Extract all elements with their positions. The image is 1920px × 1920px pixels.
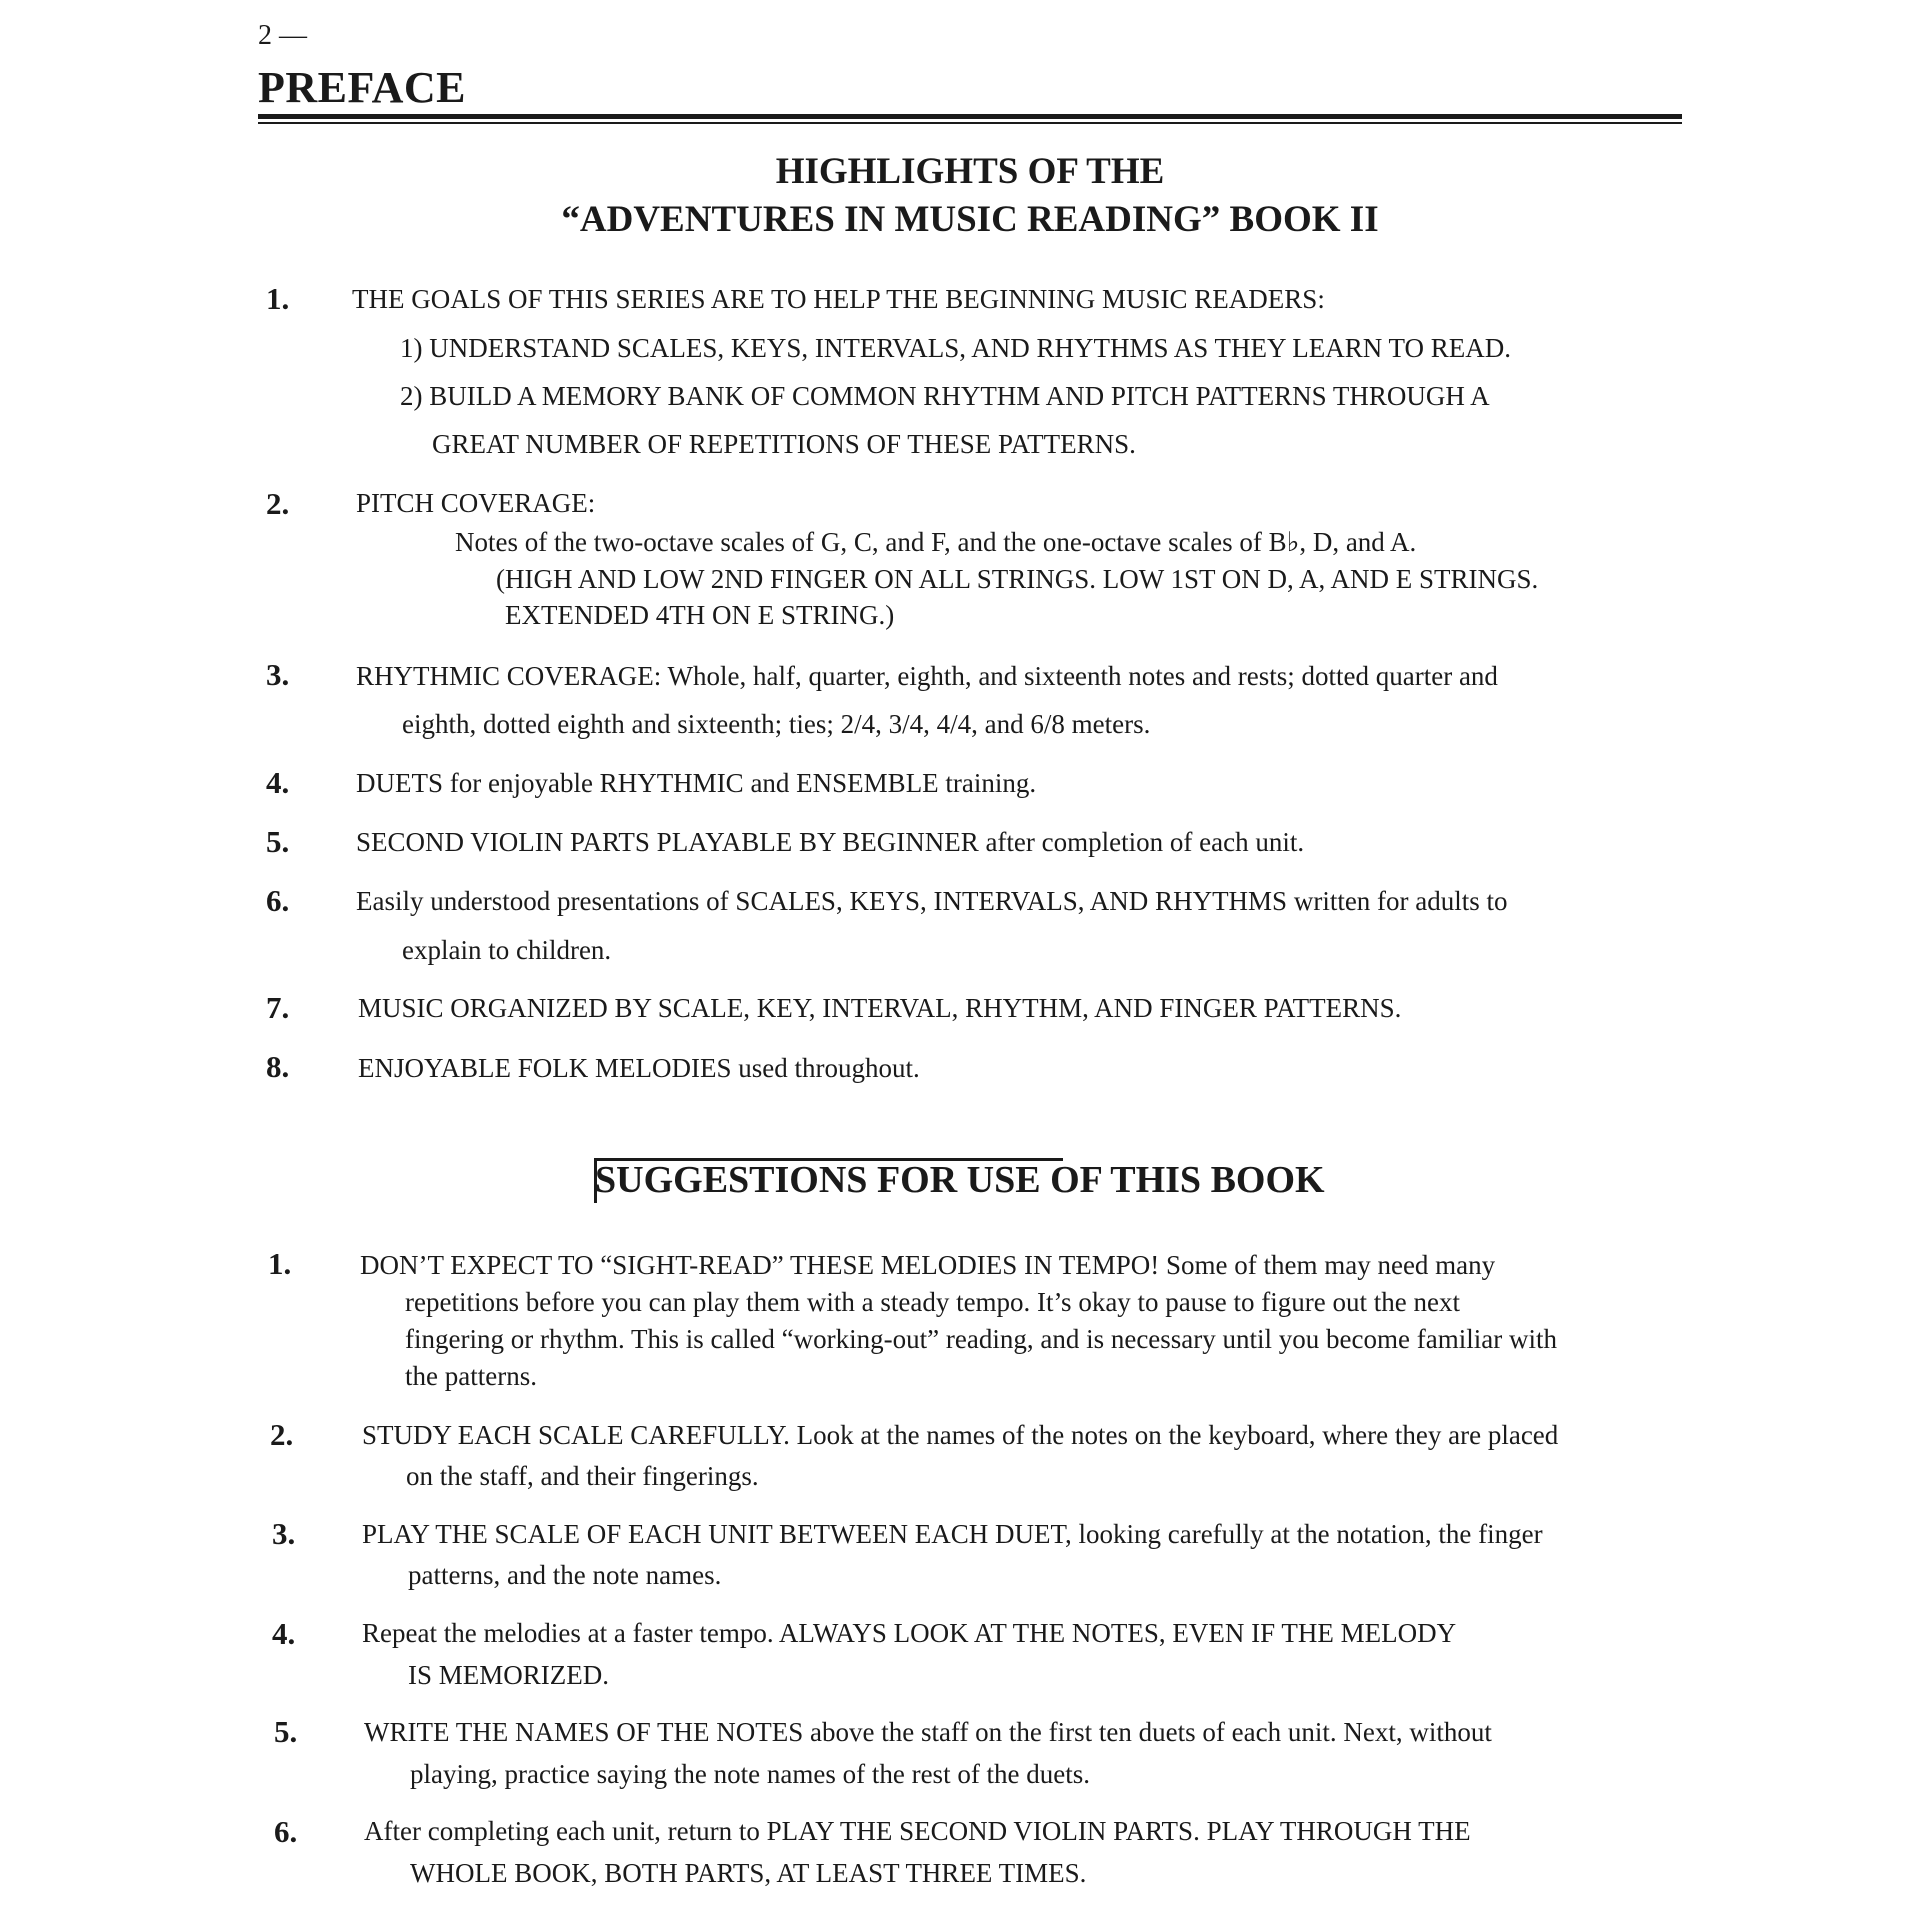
highlight-text: RHYTHMIC COVERAGE: Whole, half, quarter, eighth, and sixteenth notes and rests; dotted quarter and [356, 661, 1498, 691]
highlight-number: 3. [266, 657, 290, 692]
highlight-text: Notes of the two-octave scales of G, C, and F, and the one-octave scales of B♭, D, and A. [455, 527, 1417, 557]
highlight-text: 1) UNDERSTAND SCALES, KEYS, INTERVALS, AND RHYTHMS AS THEY LEARN TO READ. [400, 333, 1512, 363]
suggestions-title: SUGGESTIONS FOR USE OF THIS BOOK [595, 1159, 1325, 1201]
highlight-number: 5. [266, 824, 290, 859]
suggestion-text: repetitions before you can play them with a steady tempo. It’s okay to pause to figure out the next [405, 1287, 1460, 1317]
suggestion-number: 2. [270, 1417, 294, 1452]
highlight-text: DUETS for enjoyable RHYTHMIC and ENSEMBLE training. [356, 768, 1037, 798]
heading-rule-thick [258, 114, 1682, 119]
highlight-text: eighth, dotted eighth and sixteenth; ties; 2/4, 3/4, 4/4, and 6/8 meters. [402, 709, 1151, 739]
suggestion-number: 4. [272, 1616, 296, 1651]
highlights-title-line-2: “ADVENTURES IN MUSIC READING” BOOK II [561, 199, 1379, 240]
suggestion-text: on the staff, and their fingerings. [406, 1461, 759, 1491]
highlight-number: 2. [266, 486, 290, 521]
highlight-text: (HIGH AND LOW 2ND FINGER ON ALL STRINGS. LOW 1ST ON D, A, AND E STRINGS. [496, 564, 1539, 594]
suggestion-text: fingering or rhythm. This is called “working-out” reading, and is necessary until you become familiar with [405, 1324, 1557, 1354]
heading-rule-thin [258, 122, 1682, 124]
highlight-text: SECOND VIOLIN PARTS PLAYABLE BY BEGINNER after completion of each unit. [356, 827, 1305, 857]
highlight-text: 2) BUILD A MEMORY BANK OF COMMON RHYTHM AND PITCH PATTERNS THROUGH A [400, 381, 1490, 411]
section-heading: PREFACE [258, 63, 467, 112]
suggestion-text: WRITE THE NAMES OF THE NOTES above the staff on the first ten duets of each unit. Next, without [364, 1717, 1492, 1747]
highlight-number: 6. [266, 883, 290, 918]
highlight-number: 8. [266, 1049, 290, 1084]
highlight-text: GREAT NUMBER OF REPETITIONS OF THESE PATTERNS. [432, 429, 1136, 459]
suggestion-text: the patterns. [405, 1361, 537, 1391]
suggestion-text: WHOLE BOOK, BOTH PARTS, AT LEAST THREE TIMES. [410, 1858, 1087, 1888]
suggestion-text: PLAY THE SCALE OF EACH UNIT BETWEEN EACH DUET, looking carefully at the notation, the finger [362, 1519, 1543, 1549]
suggestion-text: Repeat the melodies at a faster tempo. ALWAYS LOOK AT THE NOTES, EVEN IF THE MELODY [362, 1618, 1457, 1648]
highlight-text: ENJOYABLE FOLK MELODIES used throughout. [358, 1053, 920, 1083]
highlight-number: 7. [266, 990, 290, 1025]
suggestion-text: IS MEMORIZED. [408, 1660, 609, 1690]
suggestion-text: After completing each unit, return to PLAY THE SECOND VIOLIN PARTS. PLAY THROUGH THE [364, 1816, 1471, 1846]
highlight-text: EXTENDED 4TH ON E STRING.) [505, 600, 895, 630]
suggestion-number: 6. [274, 1814, 298, 1849]
highlight-number: 1. [266, 281, 290, 316]
highlight-text: explain to children. [402, 935, 612, 965]
suggestion-text: patterns, and the note names. [408, 1560, 722, 1590]
page-number: 2 — [258, 20, 307, 51]
suggestion-number: 5. [274, 1714, 298, 1749]
highlights-title-line-1: HIGHLIGHTS OF THE [775, 151, 1165, 192]
highlight-number: 4. [266, 765, 290, 800]
highlight-text: MUSIC ORGANIZED BY SCALE, KEY, INTERVAL, RHYTHM, AND FINGER PATTERNS. [358, 993, 1402, 1023]
highlight-text: PITCH COVERAGE: [356, 488, 596, 518]
highlight-text: Easily understood presentations of SCALES, KEYS, INTERVALS, AND RHYTHMS written for adults to [356, 886, 1508, 916]
highlight-text: THE GOALS OF THIS SERIES ARE TO HELP THE BEGINNING MUSIC READERS: [352, 284, 1325, 314]
suggestion-text: DON’T EXPECT TO “SIGHT-READ” THESE MELODIES IN TEMPO! Some of them may need many [360, 1250, 1496, 1280]
suggestion-number: 3. [272, 1516, 296, 1551]
suggestion-text: playing, practice saying the note names of the rest of the duets. [410, 1759, 1091, 1789]
suggestion-number: 1. [268, 1246, 292, 1281]
suggestion-text: STUDY EACH SCALE CAREFULLY. Look at the names of the notes on the keyboard, where they are placed [362, 1420, 1559, 1450]
